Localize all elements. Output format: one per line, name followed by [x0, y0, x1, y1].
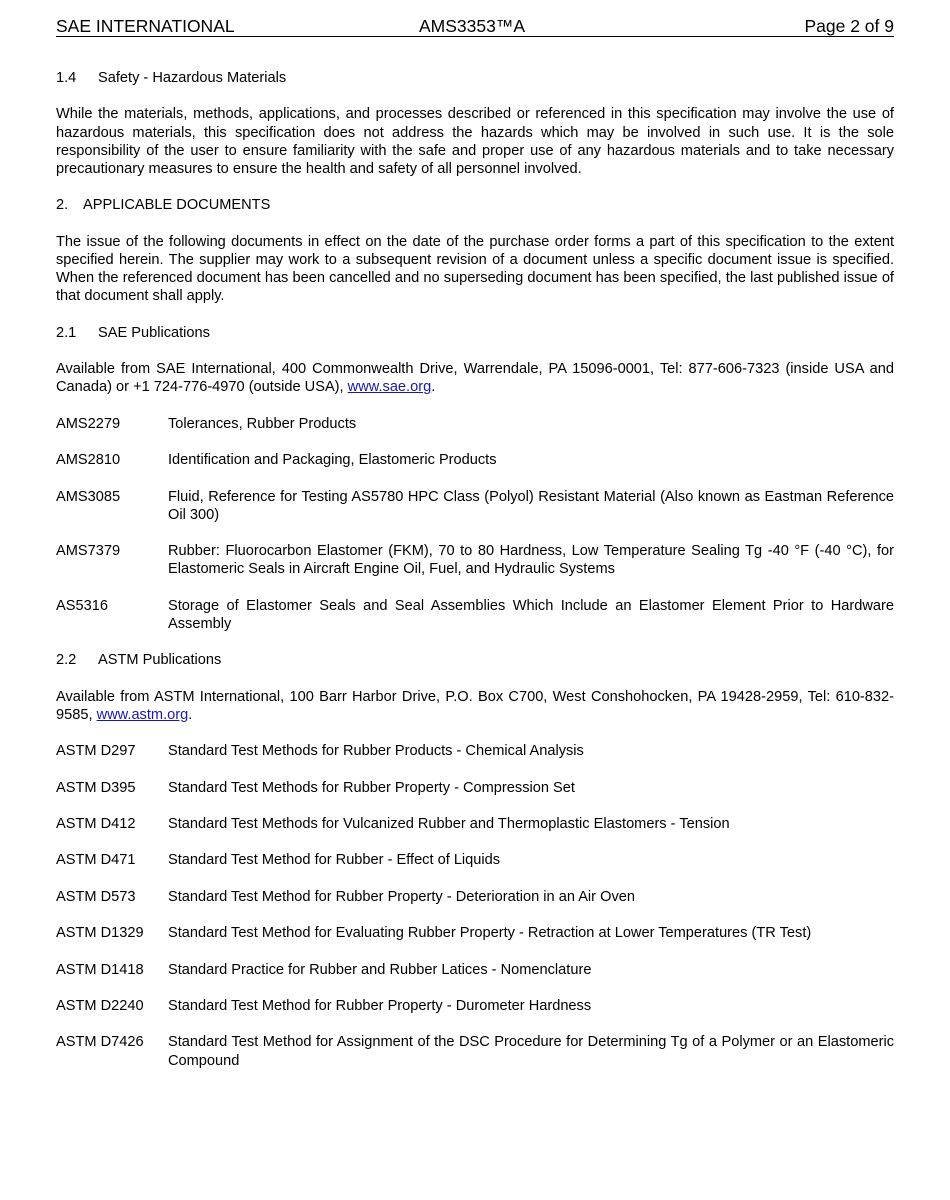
reference-code: AMS3085: [56, 488, 121, 505]
sae-reference-row: [56, 597, 894, 633]
section-title: Safety - Hazardous Materials: [98, 70, 287, 86]
reference-title: Fluid, Reference for Testing AS5780 HPC Class (Polyol) Resistant Material (Also known as Eastman Reference Oil 300): [168, 488, 894, 523]
section-1-4-heading: [56, 69, 894, 87]
astm-trailing-period: .: [188, 706, 193, 723]
reference-title: Standard Test Method for Evaluating Rubber Property - Retraction at Lower Temperatures (TR Test): [168, 925, 812, 942]
astm-reference-row: [56, 742, 894, 760]
section-number: 2.1: [56, 324, 77, 341]
astm-website-link[interactable]: www.astm.org: [96, 706, 189, 723]
section-2-heading: [56, 196, 894, 214]
reference-code: ASTM D395: [56, 779, 136, 796]
reference-title: Standard Test Method for Rubber Property - Durometer Hardness: [168, 998, 592, 1015]
sae-address: Available from SAE International, 400 Commonwealth Drive, Warrendale, PA 15096-0001, Tel: 877-606-7323 (inside USA and Canada) or +1 724-776-4970 (outside USA),: [56, 361, 894, 396]
header-page-number: Page 2 of 9: [804, 16, 894, 36]
astm-reference-row: [56, 924, 894, 942]
reference-code: AMS7379: [56, 543, 121, 560]
astm-reference-row: [56, 997, 894, 1015]
reference-title: Tolerances, Rubber Products: [168, 415, 357, 432]
reference-code: AMS2810: [56, 452, 121, 469]
astm-reference-row: [56, 815, 894, 833]
page-header: [56, 14, 894, 37]
astm-reference-row: [56, 961, 894, 979]
document-body: [56, 69, 894, 1088]
reference-code: ASTM D412: [56, 816, 136, 833]
reference-title: Standard Test Method for Assignment of the DSC Procedure for Determining Tg of a Polymer or an Elastomeric Compound: [168, 1034, 894, 1069]
reference-title: Rubber: Fluorocarbon Elastomer (FKM), 70 to 80 Hardness, Low Temperature Sealing Tg -40 °F (-40 °C), for Elastomeric Seals in Aircraft Engine Oil, Fuel, and Hydraulic Systems: [168, 543, 894, 578]
section-number: 2.: [56, 197, 69, 214]
section-2-2-heading: [56, 651, 894, 669]
sae-reference-list: [56, 415, 894, 633]
astm-reference-row: [56, 779, 894, 797]
reference-code: ASTM D297: [56, 743, 136, 760]
reference-title: Storage of Elastomer Seals and Seal Assemblies Which Include an Elastomer Element Prior to Hardware Assembly: [168, 597, 894, 632]
astm-availability-text: [56, 688, 894, 724]
astm-reference-list: [56, 742, 894, 1070]
section-title: SAE Publications: [98, 324, 210, 341]
sae-reference-row: [56, 542, 894, 578]
sae-availability-text: [56, 360, 894, 396]
reference-code: AMS2279: [56, 415, 121, 432]
section-number: 1.4: [56, 70, 77, 86]
section-2-text: The issue of the following documents in effect on the date of the purchase order forms a part of this specification to the extent specified herein. The supplier may work to a subsequent revision of a document unless a specific document issue is specified. When the referenced document has been cancelled and no superseding document has been specified, the last published issue of that document shall apply.: [56, 233, 894, 305]
sae-reference-row: [56, 488, 894, 524]
sae-website-link[interactable]: www.sae.org: [347, 379, 432, 396]
reference-title: Standard Test Methods for Vulcanized Rubber and Thermoplastic Elastomers - Tension: [168, 816, 730, 833]
reference-code: ASTM D7426: [56, 1034, 144, 1051]
sae-reference-row: [56, 451, 894, 469]
reference-title: Standard Practice for Rubber and Rubber Latices - Nomenclature: [168, 961, 592, 978]
reference-code: AS5316: [56, 597, 108, 614]
sae-reference-row: [56, 415, 894, 433]
reference-title: Standard Test Methods for Rubber Products - Chemical Analysis: [168, 743, 584, 760]
astm-reference-row: [56, 1033, 894, 1069]
reference-code: ASTM D2240: [56, 998, 144, 1015]
section-number: 2.2: [56, 652, 77, 669]
section-title: APPLICABLE DOCUMENTS: [83, 197, 271, 214]
reference-code: ASTM D573: [56, 888, 136, 905]
astm-address: Available from ASTM International, 100 Barr Harbor Drive, P.O. Box C700, West Conshohocken, PA 19428-2959, Tel: 610-832-9585,: [56, 688, 894, 723]
reference-title: Standard Test Methods for Rubber Property - Compression Set: [168, 779, 575, 796]
section-1-4-text: While the materials, methods, applications, and processes described or referenced in this specification may involve the use of hazardous materials, this specification does not address the hazards which may be involved in such use. It is the sole responsibility of the user to ensure familiarity with the safe and proper use of any hazardous materials and to take necessary precautionary measures to ensure the health and safety of all personnel involved.: [56, 106, 894, 177]
section-title: ASTM Publications: [98, 652, 222, 669]
reference-title: Standard Test Method for Rubber - Effect of Liquids: [168, 852, 501, 869]
sae-trailing-period: .: [431, 379, 436, 396]
reference-code: ASTM D1418: [56, 961, 144, 978]
header-doc-id: AMS3353™A: [419, 16, 526, 36]
reference-code: ASTM D471: [56, 852, 136, 869]
reference-code: ASTM D1329: [56, 925, 144, 942]
astm-reference-row: [56, 888, 894, 906]
header-org: SAE INTERNATIONAL: [56, 16, 235, 36]
reference-title: Identification and Packaging, Elastomeric Products: [168, 452, 497, 469]
section-2-1-heading: [56, 324, 894, 342]
reference-title: Standard Test Method for Rubber Property - Deterioration in an Air Oven: [168, 888, 635, 905]
astm-reference-row: [56, 851, 894, 869]
